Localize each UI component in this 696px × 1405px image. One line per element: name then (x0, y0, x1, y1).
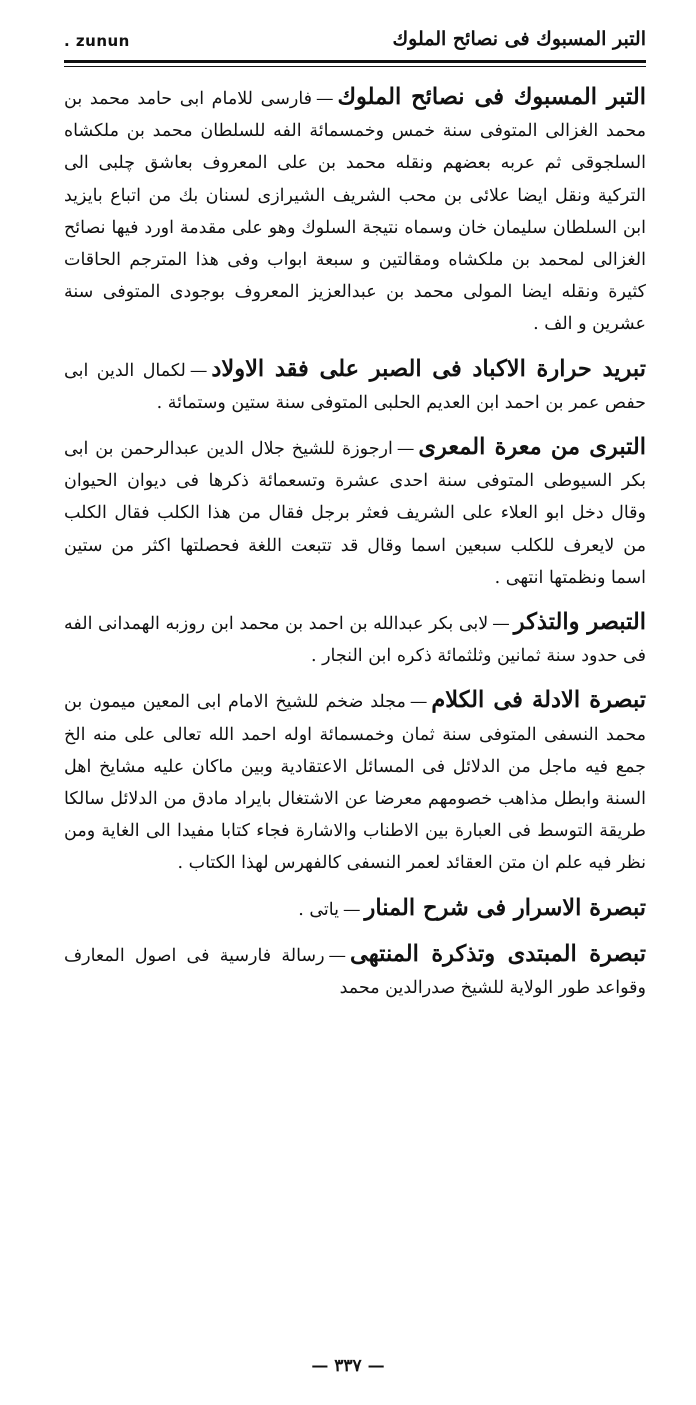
entry-headword: تبريد حرارة الاكباد فی الصبر علی فقد الاولاد (211, 355, 646, 382)
entry-headword: التبصر والتذكر (513, 609, 646, 636)
entry (64, 431, 646, 594)
entry-dash: — (492, 614, 510, 635)
entry-dash: — (409, 692, 428, 713)
entry-headword: تبصرة الاسرار فی شرح المنار (364, 894, 646, 921)
entry-dash: — (189, 360, 208, 381)
header-rule-thick (64, 60, 646, 63)
entry-body: لكمال الدين ابی حفص عمر بن احمد ابن العديم الحلبی المتوفی سنة ستين وستمائة . (64, 360, 646, 413)
header-rule-thin (64, 66, 646, 67)
entry (64, 892, 646, 926)
entry-body: فارسی للامام ابی حامد محمد بن محمد الغزالی المتوفی سنة خمس وخمسمائة الفه للسلطان محمد بن ملكشاه السلجوقی ثم عربه بعضهم ونقله محمد بن علی المعروف بعاشق چلبی الی التركية ونقل ایضا علائی بن محب الشريف الشيرازی لسنان بك من اتباع بايزيد ابن السلطان سليمان خان وسماه نتيجة السلوك وهو علی مقدمة اورد فيها نصائح الغزالی لمحمد بن ملكشاه ومقالتين و سبعة ابواب وفی هذا المترجم الحاقات كثيرة ونقله ايضا المولی محمد بن عبدالعزيز المعروف بوجودی المتوفی سنة عشرين و الف . (64, 89, 646, 335)
entry-body: رسالة فارسية فی اصول المعارف وقواعد طور الولاية للشيخ صدرالدين محمد (64, 945, 646, 999)
running-header (64, 28, 646, 54)
page-number: — ٣٣٧ — (311, 1356, 385, 1376)
entry (64, 606, 646, 672)
entry-headword: تبصرة الادلة فی الكلام (431, 687, 647, 714)
entry-headword: التبری من معرة المعری (418, 434, 647, 461)
entry-body: ياتی . (298, 899, 339, 920)
entry (64, 81, 646, 341)
entry-dash: — (396, 439, 415, 460)
entry-body: ارجوزة للشيخ جلال الدين عبدالرحمن بن ابی بكر السيوطی المتوفی سنة احدی عشرة وتسعمائة ذكرها فی ديوان الحيوان وقال دخل ابو العلاء علی الشريف فعثر برجل فقال من هذا الكلب فقال الكلب من لايعرف للكلب سبعين اسما وقال قد تتبعت اللغة فحصلتها اكثر من ستين اسما ونظمتها انتهی . (64, 439, 646, 588)
entry-body: لابی بكر عبدالله بن احمد بن محمد ابن روزبه الهمدانی الفه فی حدود سنة ثمانين وثلثمائة ذكره ابن النجار . (64, 614, 646, 667)
entry-body: مجلد ضخم للشيخ الامام ابی المعين ميمون بن محمد النسفی المتوفی سنة ثمان وخمسمائة اوله احمد الله تعالی علی منه الخ جمع فيه ماجل من الدلائل فی المسائل الاعتقادية وبين ماكان عليه مشايخ اهل السنة وابطل مذاهب خصومهم معرضا عن الاشتغال بايراد مادق من الدلائل سالكا طريقة التوسط فی العبارة بين الاطناب والاشارة فجاء كتابا مفيدا الی الغاية ومن نظر فيه علم ان متن العقائد لعمر النسفی كالفهرس لهذا الكتاب . (64, 692, 646, 874)
entry-headword: التبر المسبوك فی نصائح الملوك (337, 84, 646, 110)
running-title: التبر المسبوك فی نصائح الملوك (392, 28, 646, 50)
entry (64, 353, 646, 419)
entry-dash: — (328, 945, 347, 966)
entry-headword: تبصرة المبتدی وتذكرة المنتهی (350, 940, 646, 967)
entry-dash: — (343, 899, 361, 920)
entry (64, 684, 646, 879)
entries-column (64, 81, 646, 1004)
entry (64, 938, 646, 1004)
site-label: . zunun (64, 32, 130, 50)
entry-dash: — (316, 89, 334, 109)
